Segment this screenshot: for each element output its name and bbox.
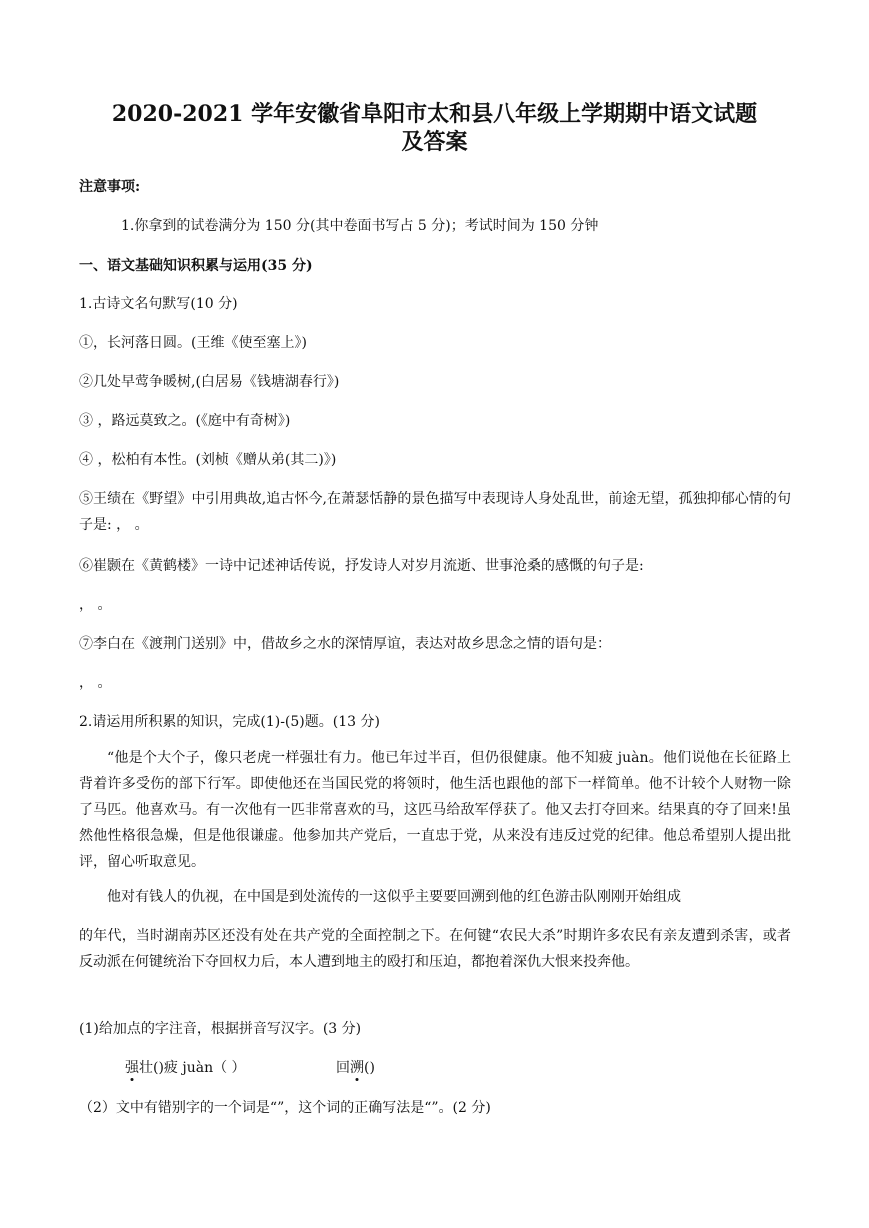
q2-passage-paragraph-2-rest: 的年代，当时湖南苏区还没有处在共产党的全面控制之下。在何键“农民大杀”时期许多农民有亲友遭到杀害，或者反动派在何键统治下夺回权力后，本人遭到地主的殴打和压迫，都抱着深仇大恨来投奔他。 xyxy=(79,928,791,970)
q2-sub1-item-a-text: 壮()疲 juàn（ ） xyxy=(139,1060,246,1076)
title-line-1: 2020-2021 学年安徽省阜阳市太和县八年级上学期期中语文试题 xyxy=(111,101,758,127)
q2-heading: 2.请运用所积累的知识，完成(1)-(5)题。(13 分) xyxy=(79,714,380,730)
q1-item-3: ③ ，路远莫致之。(《庭中有奇树》) xyxy=(79,413,291,429)
q1-item-1: ①，长河落日圆。(王维《使至塞上》) xyxy=(79,335,307,351)
q2-sub1-item-b-first: 回 xyxy=(336,1060,350,1076)
q2-sub1-item-a xyxy=(125,1057,246,1077)
q2-passage-paragraph-1: “他是个大个子，像只老虎一样强壮有力。他已年过半百，但仍很健康。他不知疲 juàn。他们说他在长征路上背着许多受伤的部下行军。即使他还在当国民党的将领时，他生活也跟他的部下一样简单。他不计较个人财物一除了马匹。他喜欢马。有一次他有一匹非常喜欢的马，这匹马给敌军俘获了。他又去打夺回来。结果真的夺了回来!虽然他性格很急燥，但是他很谦虚。他参加共产党后，一直忠于党，从来没有违反过党的纪律。他总希望别人提出批评，留心听取意见。 xyxy=(79,750,791,870)
q1-heading: 1.古诗文名句默写(10 分) xyxy=(79,296,238,312)
title-line-2: 及答案 xyxy=(401,129,468,155)
q2-passage-paragraph-2-line-1: 他对有钱人的仇视，在中国是到处流传的一这似乎主要要回溯到他的红色游击队刚刚开始组成 xyxy=(107,889,681,905)
q2-sub2: （2）文中有错别字的一个词是“”，这个词的正确写法是“”。(2 分) xyxy=(79,1100,491,1116)
q2-sub1-item-b-text: () xyxy=(364,1060,375,1076)
q1-item-7: ⑦李白在《渡荆门送别》中，借故乡之水的深情厚谊，表达对故乡思念之情的语句是： xyxy=(79,636,611,652)
q1-item-6: ⑥崔颢在《黄鹤楼》一诗中记述神话传说，抒发诗人对岁月流逝、世事沧桑的感慨的句子是: xyxy=(79,558,644,574)
emphasis-dot-char: 强 xyxy=(125,1057,139,1077)
emphasis-dot-char: 溯 xyxy=(350,1057,364,1077)
notice-heading: 注意事项: xyxy=(79,179,141,195)
q1-item-6-blank: ， 。 xyxy=(79,597,112,613)
document-title xyxy=(60,100,809,156)
q2-sub1-item-b xyxy=(336,1057,375,1077)
q1-item-5: ⑤王绩在《野望》中引用典故,追古怀今,在萧瑟恬静的景色描写中表现诗人身处乱世，前途无望，孤独抑郁心情的句子是: ， 。 xyxy=(79,491,791,533)
q1-item-4: ④ ，松柏有本性。(刘桢《赠从弟(其二)》) xyxy=(79,452,337,468)
q1-item-2: ②几处早莺争暖树,(白居易《钱塘湖春行》) xyxy=(79,374,340,390)
section-1-heading: 一、语文基础知识积累与运用(35 分) xyxy=(79,258,313,274)
q2-sub1-heading: (1)给加点的字注音，根据拼音写汉字。(3 分) xyxy=(79,1021,362,1037)
notice-item-1: 1.你拿到的试卷满分为 150 分(其中卷面书写占 5 分)；考试时间为 150 分钟 xyxy=(121,218,599,234)
q1-item-7-blank: ， 。 xyxy=(79,675,112,691)
